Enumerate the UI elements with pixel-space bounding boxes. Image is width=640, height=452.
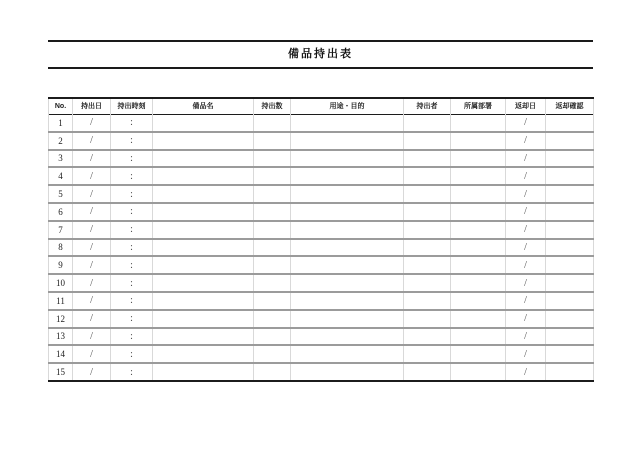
cell-purpose: [291, 150, 404, 168]
cell-no: 13: [49, 328, 73, 346]
cell-return_check: [546, 363, 594, 381]
cell-quantity: [254, 239, 291, 257]
column-header-item_name: 備品名: [153, 98, 254, 114]
cell-checkout_time: :: [111, 221, 153, 239]
cell-quantity: [254, 328, 291, 346]
equipment-checkout-table: [48, 97, 594, 382]
cell-checkout_date: /: [73, 256, 111, 274]
cell-department: [451, 132, 506, 150]
cell-checkout_date: /: [73, 185, 111, 203]
cell-purpose: [291, 363, 404, 381]
cell-checkout_time: :: [111, 203, 153, 221]
cell-no: 15: [49, 363, 73, 381]
cell-checkout_date: /: [73, 114, 111, 132]
column-header-return_date: 返却日: [506, 98, 546, 114]
cell-no: 10: [49, 274, 73, 292]
cell-return_check: [546, 132, 594, 150]
cell-checkout_time: :: [111, 345, 153, 363]
cell-quantity: [254, 203, 291, 221]
cell-return_check: [546, 274, 594, 292]
cell-checkout_date: /: [73, 132, 111, 150]
cell-no: 8: [49, 239, 73, 257]
cell-person: [404, 132, 451, 150]
cell-return_date: /: [506, 167, 546, 185]
cell-return_check: [546, 310, 594, 328]
cell-checkout_time: :: [111, 292, 153, 310]
cell-person: [404, 150, 451, 168]
checkout-table-container: [48, 97, 593, 382]
cell-item_name: [153, 150, 254, 168]
cell-quantity: [254, 292, 291, 310]
cell-purpose: [291, 274, 404, 292]
cell-department: [451, 292, 506, 310]
page-title: 備品持出表: [288, 48, 353, 60]
cell-purpose: [291, 345, 404, 363]
cell-department: [451, 363, 506, 381]
cell-purpose: [291, 328, 404, 346]
cell-quantity: [254, 256, 291, 274]
cell-quantity: [254, 363, 291, 381]
cell-return_date: /: [506, 310, 546, 328]
cell-department: [451, 345, 506, 363]
cell-checkout_time: :: [111, 256, 153, 274]
table-row: [49, 256, 594, 274]
cell-person: [404, 345, 451, 363]
title-banner: [48, 40, 593, 69]
cell-department: [451, 221, 506, 239]
column-header-quantity: 持出数: [254, 98, 291, 114]
cell-item_name: [153, 310, 254, 328]
cell-checkout_time: :: [111, 185, 153, 203]
cell-person: [404, 328, 451, 346]
cell-checkout_time: :: [111, 363, 153, 381]
cell-checkout_time: :: [111, 239, 153, 257]
cell-no: 1: [49, 114, 73, 132]
cell-quantity: [254, 221, 291, 239]
cell-checkout_time: :: [111, 114, 153, 132]
column-header-purpose: 用途・目的: [291, 98, 404, 114]
cell-quantity: [254, 132, 291, 150]
cell-checkout_date: /: [73, 292, 111, 310]
cell-checkout_date: /: [73, 328, 111, 346]
cell-checkout_date: /: [73, 363, 111, 381]
table-row: [49, 185, 594, 203]
cell-return_check: [546, 239, 594, 257]
cell-return_check: [546, 167, 594, 185]
cell-return_date: /: [506, 239, 546, 257]
column-header-return_check: 返却確認: [546, 98, 594, 114]
cell-quantity: [254, 114, 291, 132]
table-row: [49, 132, 594, 150]
cell-item_name: [153, 256, 254, 274]
cell-person: [404, 203, 451, 221]
table-row: [49, 328, 594, 346]
cell-no: 2: [49, 132, 73, 150]
cell-item_name: [153, 239, 254, 257]
cell-return_date: /: [506, 132, 546, 150]
cell-return_check: [546, 203, 594, 221]
cell-return_check: [546, 328, 594, 346]
cell-return_date: /: [506, 363, 546, 381]
cell-return_check: [546, 114, 594, 132]
cell-item_name: [153, 203, 254, 221]
table-row: [49, 239, 594, 257]
column-header-checkout_time: 持出時刻: [111, 98, 153, 114]
cell-purpose: [291, 239, 404, 257]
cell-checkout_date: /: [73, 150, 111, 168]
cell-no: 5: [49, 185, 73, 203]
cell-return_date: /: [506, 345, 546, 363]
cell-quantity: [254, 185, 291, 203]
cell-quantity: [254, 345, 291, 363]
cell-checkout_time: :: [111, 328, 153, 346]
cell-no: 9: [49, 256, 73, 274]
cell-department: [451, 185, 506, 203]
cell-department: [451, 114, 506, 132]
cell-no: 4: [49, 167, 73, 185]
table-row: [49, 150, 594, 168]
table-row: [49, 310, 594, 328]
cell-item_name: [153, 114, 254, 132]
cell-return_check: [546, 185, 594, 203]
table-row: [49, 363, 594, 381]
cell-purpose: [291, 310, 404, 328]
cell-item_name: [153, 185, 254, 203]
cell-return_date: /: [506, 292, 546, 310]
cell-return_check: [546, 221, 594, 239]
cell-department: [451, 274, 506, 292]
table-row: [49, 167, 594, 185]
cell-return_check: [546, 150, 594, 168]
cell-return_date: /: [506, 274, 546, 292]
cell-return_date: /: [506, 114, 546, 132]
cell-item_name: [153, 221, 254, 239]
cell-department: [451, 150, 506, 168]
cell-department: [451, 328, 506, 346]
cell-checkout_date: /: [73, 239, 111, 257]
cell-no: 12: [49, 310, 73, 328]
cell-checkout_date: /: [73, 167, 111, 185]
cell-return_date: /: [506, 256, 546, 274]
column-header-checkout_date: 持出日: [73, 98, 111, 114]
cell-item_name: [153, 328, 254, 346]
table-row: [49, 274, 594, 292]
cell-item_name: [153, 345, 254, 363]
cell-checkout_time: :: [111, 167, 153, 185]
cell-checkout_time: :: [111, 132, 153, 150]
cell-purpose: [291, 114, 404, 132]
cell-department: [451, 256, 506, 274]
cell-return_date: /: [506, 221, 546, 239]
cell-person: [404, 256, 451, 274]
table-row: [49, 114, 594, 132]
cell-person: [404, 221, 451, 239]
cell-checkout_date: /: [73, 310, 111, 328]
cell-person: [404, 114, 451, 132]
cell-no: 14: [49, 345, 73, 363]
cell-purpose: [291, 185, 404, 203]
cell-quantity: [254, 310, 291, 328]
cell-return_date: /: [506, 185, 546, 203]
cell-purpose: [291, 203, 404, 221]
column-header-no: No.: [49, 98, 73, 114]
cell-person: [404, 363, 451, 381]
cell-return_check: [546, 292, 594, 310]
cell-return_check: [546, 345, 594, 363]
cell-checkout_time: :: [111, 150, 153, 168]
table-header-row: [49, 98, 594, 114]
cell-department: [451, 203, 506, 221]
cell-quantity: [254, 150, 291, 168]
cell-person: [404, 239, 451, 257]
cell-purpose: [291, 221, 404, 239]
cell-quantity: [254, 167, 291, 185]
cell-department: [451, 239, 506, 257]
table-row: [49, 221, 594, 239]
cell-person: [404, 310, 451, 328]
cell-item_name: [153, 132, 254, 150]
cell-purpose: [291, 292, 404, 310]
cell-person: [404, 274, 451, 292]
cell-person: [404, 167, 451, 185]
cell-person: [404, 185, 451, 203]
cell-no: 6: [49, 203, 73, 221]
cell-no: 3: [49, 150, 73, 168]
cell-no: 11: [49, 292, 73, 310]
cell-quantity: [254, 274, 291, 292]
cell-return_check: [546, 256, 594, 274]
cell-item_name: [153, 292, 254, 310]
cell-department: [451, 167, 506, 185]
cell-checkout_date: /: [73, 203, 111, 221]
cell-checkout_time: :: [111, 310, 153, 328]
cell-checkout_date: /: [73, 221, 111, 239]
cell-item_name: [153, 363, 254, 381]
cell-return_date: /: [506, 328, 546, 346]
cell-item_name: [153, 274, 254, 292]
cell-department: [451, 310, 506, 328]
cell-purpose: [291, 167, 404, 185]
table-row: [49, 292, 594, 310]
cell-return_date: /: [506, 203, 546, 221]
cell-item_name: [153, 167, 254, 185]
cell-purpose: [291, 132, 404, 150]
table-row: [49, 345, 594, 363]
cell-checkout_time: :: [111, 274, 153, 292]
cell-no: 7: [49, 221, 73, 239]
cell-return_date: /: [506, 150, 546, 168]
cell-checkout_date: /: [73, 345, 111, 363]
table-row: [49, 203, 594, 221]
column-header-department: 所属部署: [451, 98, 506, 114]
cell-checkout_date: /: [73, 274, 111, 292]
column-header-person: 持出者: [404, 98, 451, 114]
cell-purpose: [291, 256, 404, 274]
cell-person: [404, 292, 451, 310]
